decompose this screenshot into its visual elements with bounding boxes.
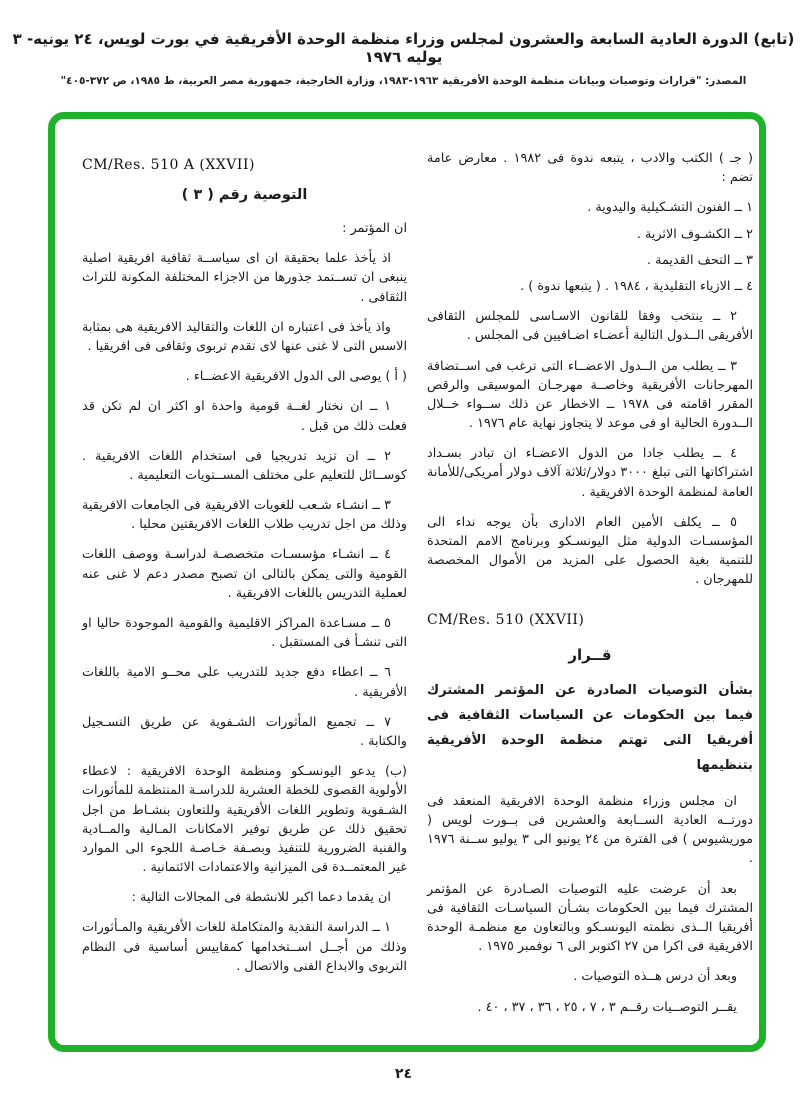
item-5-secretary-general-appeal: ٥ ــ يكلف الأمين العام الادارى بأن يوجه نداء الى المؤسسـات الدولية مثل اليونسـكو وبرنامج الامم المتحدة للتنمية بغية الحصول على المزيد من الأموال المخصصة للمهرجان . [427,514,753,588]
decision-heading: قــرار [568,645,612,664]
approves-recommendations-paragraph: يقــر التوصــيات رقــم ٣ ، ٧ ، ٢٥ ، ٣٦ ، ٣٧ ، ٤٠ . [477,999,737,1015]
exhibit-3-antiques: ٣ ــ التحف القديمة . [646,252,753,268]
exhibit-1-plastic-arts: ١ ــ الفنون التشـكيلية واليدوية . [587,200,753,216]
clause-a-recommends: ( أ ) يوصى الى الدول الافريقية الاعضــاء . [185,369,407,385]
recommendation-3-title: التوصية رقم ( ٣ ) [181,187,308,203]
preamble-clause-1: اذ يأخذ علما بحقيقة ان اى سياســة ثقافية افريقية اصلية ينبغى ان تســتمد جذورها من الاجزاء المختلفة المكونة للتراث الثقافى . [82,251,407,305]
green-border-frame [48,112,766,1052]
exhibit-4-traditional-costumes: ٤ ــ الازياء التقليدية ، ١٩٨٤ . ( يتبعها ندوة ) . [520,278,753,294]
item-6-literacy-training: ٦ ــ اعطاء دفع جديد للتدريب على محــو الامية باللغات الأفريقية . [82,665,407,700]
item-2-gradual-use: ٢ ــ ان تزيد تدريجيا فى استخدام اللغات الافريقية . كوســائل للتعليم على مختلف المســتويات التعليمية . [82,448,407,483]
exhibit-2-archaeology: ٢ ــ الكشـوف الاثرية . [636,226,753,242]
decision-subject: بشأن التوصيات الصادرة عن المؤتمر المشترك فيما بين الحكومات عن السياسات الثقافية فى أفريقيا التى تهتم منظمة الوحدة الأفريقية بتنظيمها [427,682,753,773]
item-3-festival-hosting: ٣ ــ يطلب من الــدول الاعضــاء التى ترغب فى اســتضافة المهرجانات الأفريقية وخاصــة مهرجـان الموسيقى والرقص المقرر اقامته فى ١٩٧٨ ــ الاخطار عن ذلك ســواء خــلال الــدورة الحالية او فى موعد لا يتجاوز نهاية عام ١٩٧٦ . [427,358,753,432]
doc-ref-510: CM/Res. 510 (XXVII) [427,611,585,628]
session-title: (تابع) الدورة العادية السابعة والعشرون لمجلس وزراء منظمة الوحدة الأفريقية في بورت لويس، ٢٤ يونيه- ٣ يوليه ١٩٧٦ [12,30,795,66]
left-column [82,157,407,987]
right-column [427,149,753,1028]
having-studied-paragraph: وبعد أن درس هــذه التوصيات . [573,969,737,985]
item-1-national-language: ١ ــ ان نختار لغــة قومية واحدة او اكثر ان لم تكن قد فعلت ذلك من قبل . [82,399,407,434]
item-5-regional-centers: ٥ ــ مسـاعدة المراكز الاقليمية والقومية الموجودة حاليا او التى تنشـأ فى المستقبل . [82,616,407,651]
item-3-linguistics-departments: ٣ ــ انشـاء شـعب للغويات الافريقية فى الجامعات الافريقية وذلك من اجل تدريب طلاب اللغات الافريقتين محليا . [82,498,407,533]
recommendations-presented-paragraph: بعد أن عرضت عليه التوصيات الصـادرة عن المؤتمر المشترك فيما بين الحكومات بشـأن السياسـات الثقافية فى أفريقيا الــذى نظمته اليونسـكو وبالتعاون مع منظمـة الوحدة الافريقية فى اكرا من ٢٧ اكتوبر الى ٦ نوفمبر ١٩٧٥ . [427,881,753,955]
page-header [0,30,807,87]
item-4-contributions-payment: ٤ ــ يطلب جادا من الدول الاعضـاء ان تبادر بسـداد اشتراكاتها التى تبلغ ٣٠٠٠ دولار/ثلاثة آلاف دولار أمريكى/للأمانة العامة لمنظمة الوحدة الافريقية . [427,446,753,500]
doc-ref-510a: CM/Res. 510 A (XXVII) [82,157,255,173]
source-citation: المصدر: "قرارات وتوصيات وبيانات منظمة الوحدة الأفريقية ١٩٦٣-١٩٨٣، وزارة الخارجية، جمهورية مصر العربية، ط ١٩٨٥، ص ٣٧٢-٤٠٥" [60,75,747,87]
clause-b-unesco-oau: (ب) يدعو اليونسـكو ومنظمة الوحدة الافريقية : لاعطاء الأولوية القصوى للخطة العشرية للدراسـة المنتظمة للمأثورات الشـفوية وتطوير اللغات الأفريقية وللتعاون بنشـاط من اجل تحقيق ذلك عن طريق توفير الامكانات المـالية والمــادية والفنية الضرورية للتنفيذ وبصـفة خـاصـة اللجوء الى الموارد غير المعتمــدة فى الميزانية والاعتمادات الائتمانية . [82,764,407,876]
greater-support-intro: ان يقدما دعما اكبر للانشطة فى المجالات التالية : [131,890,391,906]
field-1-critical-study: ١ ــ الدراسة النقدية والمتكاملة للغات الأفريقية والمـأثورات وذلك من أجــل اســتخدامها كمقاييس أساسية فى النظام التربوى والابداع الفنى والاتصال . [82,920,407,974]
conference-intro: ان المؤتمر : [342,221,407,236]
item-4-specialized-institutions: ٤ ــ انشـاء مؤسسـات متخصصـة لدراسـة ووصف اللغات القومية والتى يمكن بالتالى ان تصبح مصدر دعم لا غنى عنه لعملية التدريس باللغات الافريقية . [82,547,407,601]
item-2-elects-council-members: ٢ ــ ينتخب وفقا للقانون الاسـاسى للمجلس الثقافى الأفريقى الــدول التالية أعضـاء اضـافيين فى المجلس . [427,309,753,344]
item-7-oral-traditions: ٧ ــ تجميع المأثورات الشـفوية عن طريق التسـجيل والكتابة . [82,714,407,749]
clause-c-books-literature: ( جـ ) الكتب والادب ، يتبعه ندوة فى ١٩٨٢ . معارض عامة تضم : [427,151,753,186]
council-session-paragraph: ان مجلس وزراء منظمة الوحدة الافريقية المنعقد فى دورتــه العادية الســابعة والعشرين فى بــورت لويس ( موريشيوس ) فى الفترة من ٢٤ يونيو الى ٣ يوليو ســنة ١٩٧٦ . [427,793,754,867]
page-number: ٢٤ [394,1066,413,1082]
preamble-clause-2: واذ يأخذ فى اعتباره ان اللغات والتقاليد الافريقية هى بمثابة الاسس التى لا غنى عنها لاى تقدم تربوى وثقافى فى افريقيا . [82,319,407,354]
